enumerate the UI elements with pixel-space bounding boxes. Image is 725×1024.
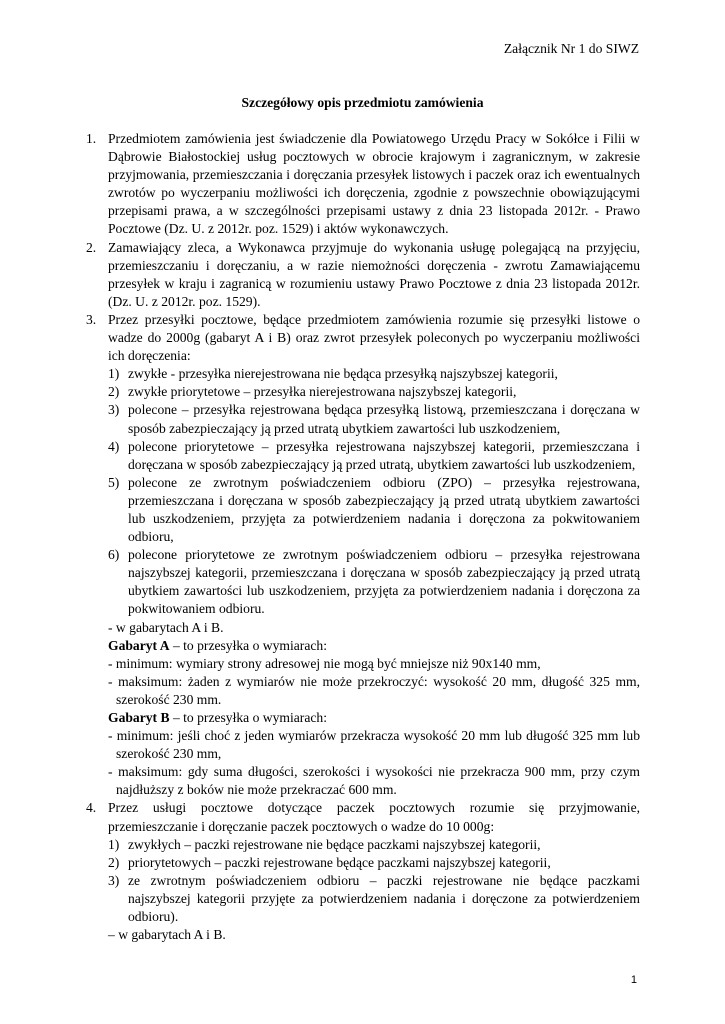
list-item: 6) polecone priorytetowe ze zwrotnym poświadczeniem odbioru – przesyłka rejestrowana najszybszej kategorii, przemieszczana i doręczana w sposób zabezpieczający ją przed utratą ubytkiem zawartości lub uszkodzeniem, przyjęta za potwierdzeniem nadania i doręczona za pokwitowaniem odbioru. [108,547,640,617]
annex-header: Załącznik Nr 1 do SIWZ [503,41,639,56]
list-item: 4) polecone priorytetowe – przesyłka rejestrowana najszybszej kategorii, przemieszczana i doręczana w sposób zabezpieczający ją przed utratą, ubytkiem zawartości lub uszkodzeniem, [108,438,640,472]
section-number: 2. [86,239,97,255]
gabaryt-a-heading: Gabaryt A – to przesyłka o wymiarach: [108,637,327,653]
page-title: Szczegółowy opis przedmiotu zamówienia [241,95,484,110]
section-3 [86,311,640,800]
gabaryt-b-max: - maksimum: gdy suma długości, szerokości i wysokości nie przekracza 900 mm, przy czym najdłuższy z boków nie może przekraczać 600 mm. [108,764,640,798]
section-text: Zamawiający zleca, a Wykonawca przyjmuje do wykonania usługę polegającą na przyjęciu, przemieszczaniu i doręczaniu, a w razie niemożności doręczenia - zwrotu Zamawiającemu przesyłek w kraju i zagranicą w rozumieniu ustawy Prawo Pocztowe z dnia 23 listopada 2012r. (Dz. U. z 2012r. poz. 1529). [108,239,640,309]
section-1 [86,130,640,239]
section-number: 1. [86,131,97,146]
gabaryt-b-min: - minimum: jeśli choć z jeden wymiarów przekracza wysokość 20 mm lub długość 325 mm lub szerokość 230 mm, [108,728,640,762]
list-item: 2) priorytetowych – paczki rejestrowane będące paczkami najszybszej kategorii, [108,854,551,870]
list-item: 1) zwykłe - przesyłka nierejestrowana nie będąca przesyłką najszybszej kategorii, [108,366,558,382]
section-text: Przez przesyłki pocztowe, będące przedmiotem zamówienia rozumie się przesyłki listowe o wadze do 2000g (gabaryt A i B) oraz zwrot przesyłek poleconych po wyczerpaniu możliwości ich doręczenia: [108,311,640,364]
list-item: 3) ze zwrotnym poświadczeniem odbioru – paczki rejestrowane nie będące paczkami najszybszej kategorii przyjęte za potwierdzeniem nadania i doręczone za potwierdzeniem odbioru). [108,872,640,925]
list-item: 1) zwykłych – paczki rejestrowane nie będące paczkami najszybszej kategorii, [108,836,541,852]
section-2 [86,239,640,311]
gabaryt-b-heading: Gabaryt B – to przesyłka o wymiarach: [108,710,327,725]
section-text: Przez usługi pocztowe dotyczące paczek pocztowych rozumie się przyjmowanie, przemieszczanie i doręczanie paczek pocztowych o wadze do 10 000g: [108,800,640,834]
gabaryty-note: - w gabarytach A i B. [108,619,224,635]
document-body [86,130,640,944]
section-4 [86,799,640,944]
gabaryt-a-min: - minimum: wymiary strony adresowej nie mogą być mniejsze niż 90x140 mm, [108,655,541,671]
gabaryt-a-max: - maksimum: żaden z wymiarów nie może przekroczyć: wysokość 20 mm, długość 325 mm, szerokość 230 mm. [108,673,640,707]
section-text: Przedmiotem zamówienia jest świadczenie dla Powiatowego Urzędu Pracy w Sokółce i Filii w Dąbrowie Białostockiej usług pocztowych w obrocie krajowym i zagranicznym, w zakresie przyjmowania, przemieszczania i doręczania przesyłek listowych i paczek oraz ich ewentualnych zwrotów po wyczerpaniu możliwości ich doręczenia, zgodnie z powszechnie obowiązującymi przepisami prawa, a w szczególności przepisami ustawy z dnia 23 listopada 2012r. - Prawo Pocztowe (Dz. U. z 2012r. poz. 1529) i aktów wykonawczych. [108,131,640,237]
gabaryty-note: – w gabarytach A i B. [108,927,226,943]
list-item: 2) zwykłe priorytetowe – przesyłka nierejestrowana najszybszej kategorii, [108,384,517,400]
page-number: 1 [630,974,637,986]
section-number: 4. [86,800,97,816]
list-item: 5) polecone ze zwrotnym poświadczeniem odbioru (ZPO) – przesyłka rejestrowana, przemieszczana i doręczana w sposób zabezpieczający ją przed utratą ubytkiem zawartości lub uszkodzeniem, przyjęta za potwierdzeniem nadania i doręczona za pokwitowaniem odbioru, [108,474,640,545]
section-number: 3. [86,311,97,327]
list-item: 3) polecone – przesyłka rejestrowana będąca przesyłką listową, przemieszczana i doręczana w sposób zabezpieczający ją przed utratą ubytkiem zawartości lub uszkodzeniem, [108,402,640,436]
